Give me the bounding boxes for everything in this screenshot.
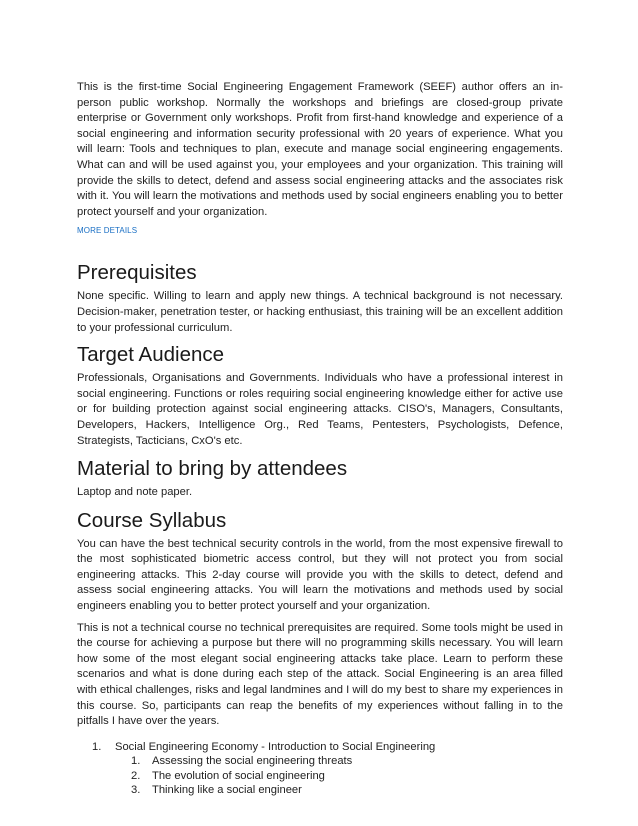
sub-list-item-number: 3.: [131, 784, 141, 797]
prerequisites-heading: Prerequisites: [77, 261, 197, 285]
list-item: [77, 740, 563, 798]
sub-list-item-number: 1.: [131, 755, 141, 768]
target-audience-text: Professionals, Organisations and Governments. Individuals who have a professional interest in social engineering. Functions or roles requiring social engineering knowledge either for active use or for building protection against social engineering attacks. CISO's, Managers, Consultants, Developers, Hackers, Intelligence Org., Red Teams, Pentesters, Psychologists, Defence, Strategists, Tacticians, CxO's etc.: [77, 372, 563, 447]
sub-list-item: [77, 769, 563, 784]
syllabus-list: [77, 740, 563, 798]
syllabus-paragraph-2: This is not a technical course no technical prerequisites are required. Some tools might be used in the course for achieving a purpose but there will no programming skills necessary. You will learn how some of the most elegant social engineering attacks take place. Learn to perform these scenarios and what is done during each step of the attack. Social Engineering is an area filled with ethical challenges, risks and legal landmines and I will do my best to share my experiences in this course. So, participants can reap the benefits of my experiences without falling in to the pitfalls I have over the years.: [77, 621, 563, 728]
sub-list-item: [77, 754, 563, 769]
course-syllabus-heading: Course Syllabus: [77, 508, 227, 532]
intro-paragraph: This is the first-time Social Engineering Engagement Framework (SEEF) author offers an in-person public workshop. Normally the workshops and briefings are closed-group private enterprise or Government only workshops. Profit from first-hand knowledge and experience of a social engineering and information security professional with 20 years of experience. What you will learn: Tools and techniques to plan, execute and manage social engineering engagements. What can and will be used against you, your employees and your organization. This training will provide the skills to detect, defend and assess social engineering attacks and the associates risk with it. You will learn the motivations and methods used by social engineers enabling you to better protect yourself and your organization.: [77, 81, 563, 218]
more-details-link[interactable]: MORE DETAILS: [77, 226, 138, 236]
sub-list-item-label: The evolution of social engineering: [152, 769, 325, 782]
document-page: [77, 80, 563, 798]
sub-list-item: [77, 783, 563, 798]
syllabus-paragraph-1: You can have the best technical security controls in the world, from the most expensive firewall to the most sophisticated biometric access control, but they will not protect you from social engineering attacks. This 2-day course will provide you with the skills to detect, defend and assess social engineering attacks. You will learn the motivations and methods used by social engineers enabling you to better protect yourself and your organization.: [77, 537, 563, 613]
sub-list-item-number: 2.: [131, 769, 141, 782]
target-audience-heading: Target Audience: [77, 343, 225, 367]
sub-list-item-label: Assessing the social engineering threats: [152, 755, 353, 768]
prerequisites-text: None specific. Willing to learn and apply new things. A technical background is not necessary. Decision-maker, penetration tester, or hacking enthusiast, this training will be an excellent addition to your professional curriculum.: [77, 290, 563, 334]
list-item-label: Social Engineering Economy - Introduction to Social Engineering: [115, 740, 436, 753]
material-heading: Material to bring by attendees: [77, 457, 348, 481]
list-item-number: 1.: [92, 740, 102, 753]
sub-list-item-label: Thinking like a social engineer: [152, 784, 302, 797]
sub-list: [77, 754, 563, 798]
material-text: Laptop and note paper.: [77, 486, 193, 499]
